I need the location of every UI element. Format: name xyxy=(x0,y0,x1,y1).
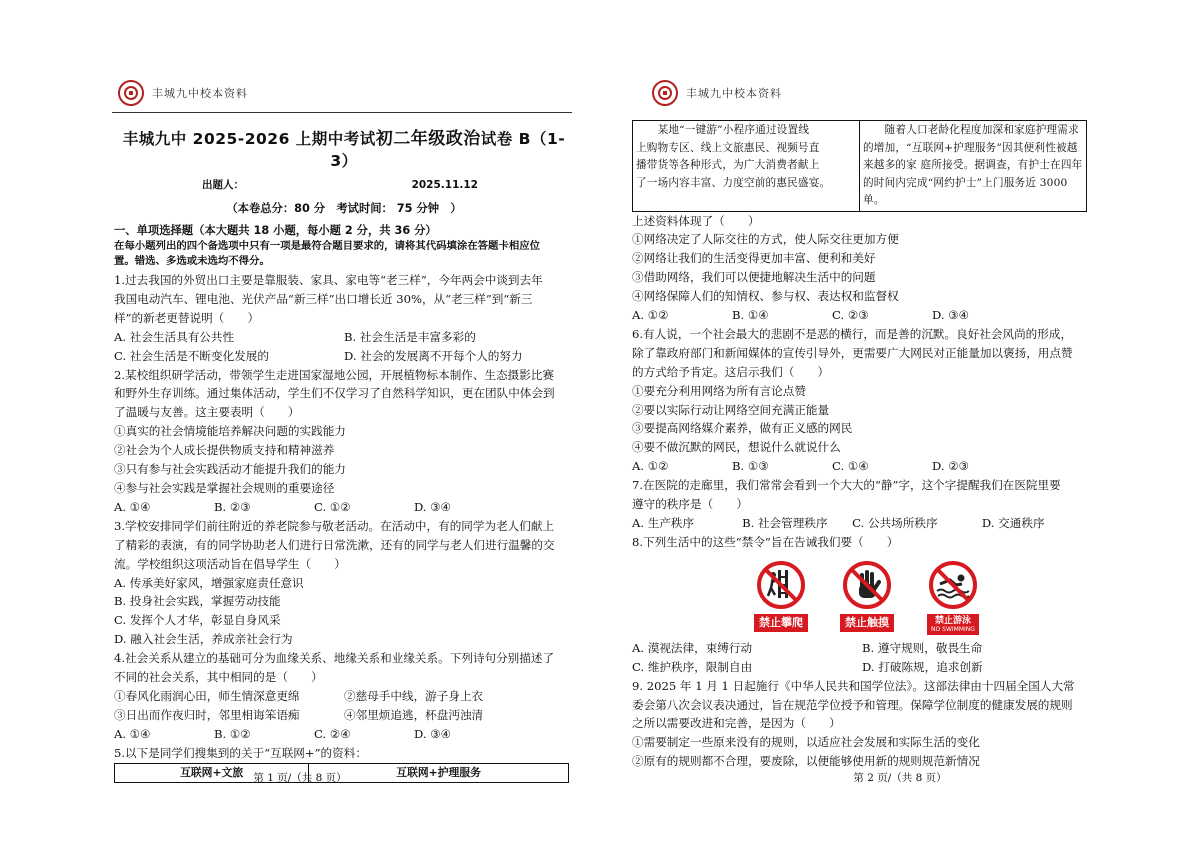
table-header-cell: 互联网+护理服务 xyxy=(309,763,569,783)
question-3: 3.学校安排同学们前往附近的养老院参与敬老活动。在活动中，有的同学为老人们献上 了精彩的表演，有的同学协助老人们进行日常洗漱，还有的同学与老人们进行温馨的交 流。学校组织这项活动旨在倡导学生（ ） A. 传承美好家风，增强家庭责任意识 B. 投身社会实践，掌握劳动技能 C. 发挥个人才华，彰显自身风采 D. 融入社会生活，养成亲社会行为 xyxy=(114,518,555,647)
table-header-cell: 互联网+文旅 xyxy=(115,763,309,783)
option: B. 社会生活是丰富多彩的 xyxy=(344,329,476,344)
question-5-continued: 上述资料体现了（ ） ①网络决定了人际交往的方式，使人际交往更加方便 ②网络让我们的生活变得更加丰富、便利和美好 ③借助网络，我们可以便捷地解决生活中的问题 ④网络保障人们的知情权、参与权、表达权和监督权 A. ①② B. ①④ C. ②③ D. ③④ xyxy=(632,212,1092,325)
section-heading: 一、单项选择题（本大题共 18 小题，每小题 2 分，共 36 分） xyxy=(114,224,437,237)
option: B. 遵守规则，敬畏生命 xyxy=(862,640,983,655)
sign-label: 禁止攀爬 xyxy=(754,614,808,632)
question-4: 4.社会关系从建立的基础可分为血缘关系、地缘关系和业缘关系。下列诗句分别描述了 不同的社会关系，其中相同的是（ ） ①春风化雨润心田，师生情深意更绵 ②慈母手中线，游子身上衣 ③日出而作夜归时，邻里相诲笨语痴 ④邻里烦追逃，杯盘沔浊清 A. ①④ B. ①② C. ②④ D. ③④ xyxy=(114,649,574,744)
sign-no-touching xyxy=(832,560,902,635)
table-cell: 某地“一键游”小程序通过设置线 上购物专区、线上文旅惠民、视频号直 播带货等各种形式，为广大消费者献上 了一场内容丰富、力度空前的惠民盛宴。 xyxy=(633,121,860,212)
option: B. ②③ xyxy=(214,499,251,514)
option: D. 打破陈规，追求创新 xyxy=(862,659,983,674)
left-body xyxy=(114,128,574,783)
option: D. ③④ xyxy=(932,308,970,323)
option: D. 社会的发展离不开每个人的努力 xyxy=(344,348,523,363)
right-body xyxy=(632,120,1092,771)
school-logo-icon xyxy=(652,80,678,106)
question-7: 7.在医院的走廊里，我们常常会看到一个大大的“静”字，这个字提醒我们在医院里要 遵守的秩序是（ ） A. 生产秩序 B. 社会管理秩序 C. 公共场所秩序 D. 交通秩序 xyxy=(632,476,1092,533)
page-footer: 第 2 页/（共 8 页） xyxy=(853,772,947,784)
option: A. ①② xyxy=(632,459,669,474)
page-header xyxy=(118,80,248,106)
prohibition-signs xyxy=(632,560,1092,635)
option: B. ①② xyxy=(214,726,251,741)
option: C. ②③ xyxy=(832,308,869,323)
question-5: 5.以下是同学们搜集到的关于“互联网+”的资料： 互联网+文旅 互联网+护理服务 xyxy=(114,744,574,784)
page-footer: 第 1 页/（共 8 页） xyxy=(253,772,347,784)
exam-date: 2025.11.12 xyxy=(411,179,478,191)
header-text: 丰城九中校本资料 xyxy=(686,87,782,100)
question-2: 2.某校组织研学活动，带领学生走进国家湿地公园，开展植物标本制作、生态摄影比赛 和野外生存训练。通过集体活动，学生们不仅学习了自然科学知识，更在团队中体会到 了温暖与友善。这主要表明（ ） ①真实的社会情境能培养解决问题的实践能力 ②社会为个人成长提供物质支持和精神滋养 ③只有参与社会实践活动才能提升我们的能力 ④参与社会实践是掌握社会规则的重要途径 A. ①④ B. ②③ C. ①② D. ③④ xyxy=(114,366,574,517)
header-text: 丰城九中校本资料 xyxy=(152,87,248,100)
option: C. 公共场所秩序 xyxy=(852,516,938,530)
sign-label: 禁止游泳 NO SWIMMING xyxy=(927,614,979,635)
no-swimming-icon xyxy=(928,560,978,610)
option: D. 交通秩序 xyxy=(981,516,1045,530)
sign-sublabel: NO SWIMMING xyxy=(931,625,975,633)
question-1: 1.过去我国的外贸出口主要是靠服装、家具、家电等“老三样”，今年两会中谈到去年 我国电动汽车、锂电池、光伏产品“新三样”出口增长近 30%，从“老三样”到“新三 样”的新老更替说明（ ） A. 社会生活具有公共性 B. 社会生活是丰富多彩的 C. 社会生活是不断变化发展的 D. 社会的发展离不开每个人的努力 xyxy=(114,271,574,366)
option: C. ②④ xyxy=(314,726,351,741)
exam-meta xyxy=(114,177,574,193)
author-label: 出题人： xyxy=(202,179,244,191)
option: D. ③④ xyxy=(414,726,452,741)
option: B. ①③ xyxy=(732,459,769,474)
option: B. ①④ xyxy=(732,308,769,323)
option: A. 漠视法律，束缚行动 xyxy=(632,640,753,655)
instructions: 在每小题列出的四个备选项中只有一项是最符合题目要求的，请将其代码填涂在答题卡相应位 置。错选、多选或未选均不得分。 xyxy=(114,240,541,267)
option: A. ①④ xyxy=(114,726,151,741)
option: A. 生产秩序 xyxy=(632,516,695,530)
sign-no-climbing xyxy=(746,560,816,635)
school-logo-icon xyxy=(118,80,144,106)
header-rule xyxy=(112,112,572,113)
option: D. ②③ xyxy=(932,459,970,474)
sign-no-swimming xyxy=(918,560,988,635)
option: A. 社会生活具有公共性 xyxy=(114,329,235,344)
option: C. ①② xyxy=(314,499,351,514)
no-climbing-icon xyxy=(756,560,806,610)
option: A. ①② xyxy=(632,308,669,323)
option: A. ①④ xyxy=(114,499,151,514)
exam-title: 丰城九中 2025-2026 上期中考试初二年级政治试卷 B（1-3） xyxy=(122,129,566,170)
sign-label: 禁止触摸 xyxy=(840,614,894,632)
material-table xyxy=(632,120,1087,212)
question-6: 6.有人说，一个社会最大的悲剧不是恶的横行，而是善的沉默。良好社会风尚的形成， 除了靠政府部门和新闻媒体的宣传引导外，更需要广大网民对正能量加以褒扬，用点赞 的方式给予肯定。这启示我们（ ） ①要充分利用网络为所有言论点赞 ②要以实际行动让网络空间充满正能量 ③要提高网络媒介素养，做有正义感的网民 ④要不做沉默的网民，想说什么就说什么 A. ①② B. ①③ C. ①④ D. ②③ xyxy=(632,325,1092,476)
option: D. ③④ xyxy=(414,499,452,514)
question-9: 9. 2025 年 1 月 1 日起施行《中华人民共和国学位法》。这部法律由十四届全国人大常 委会第八次会议表决通过，旨在规范学位授予和管理。保障学位制度的健康发展的规则 之所以需要改进和完善，是因为（ ） ①需要制定一些原来没有的规则，以适应社会发展和实际生活的变化 ②原有的规则都不合理，要废除，以便能够使用新的规则规范新情况 xyxy=(632,678,1075,769)
score-line: （本卷总分：80 分 考试时间： 75 分钟 ） xyxy=(226,202,462,215)
question-8: 8.下列生活中的这些“禁令”旨在告诫我们要（ ） 禁止攀爬 禁止触摸 禁止游泳 NO SWIMMING A. 漠视法律，束缚行动 B. 遵守规则，敬畏生命 C. 维护秩序，限制自由 D. 打破陈规，追求创新 xyxy=(632,533,1092,677)
option: C. 社会生活是不断变化发展的 xyxy=(114,348,269,363)
option: C. ①④ xyxy=(832,459,869,474)
page-header xyxy=(652,80,782,106)
option: C. 维护秩序，限制自由 xyxy=(632,659,753,674)
page-right xyxy=(600,0,1200,848)
no-touching-icon xyxy=(842,560,892,610)
table-cell: 随着人口老龄化程度加深和家庭护理需求 的增加，“互联网+护理服务”因其便利性被越 来越多的家 庭所接受。据调查，有护士在四年 的时间内完成“网约护士”上门服务近 3000 单。 xyxy=(860,121,1087,212)
option: B. 社会管理秩序 xyxy=(742,516,828,530)
